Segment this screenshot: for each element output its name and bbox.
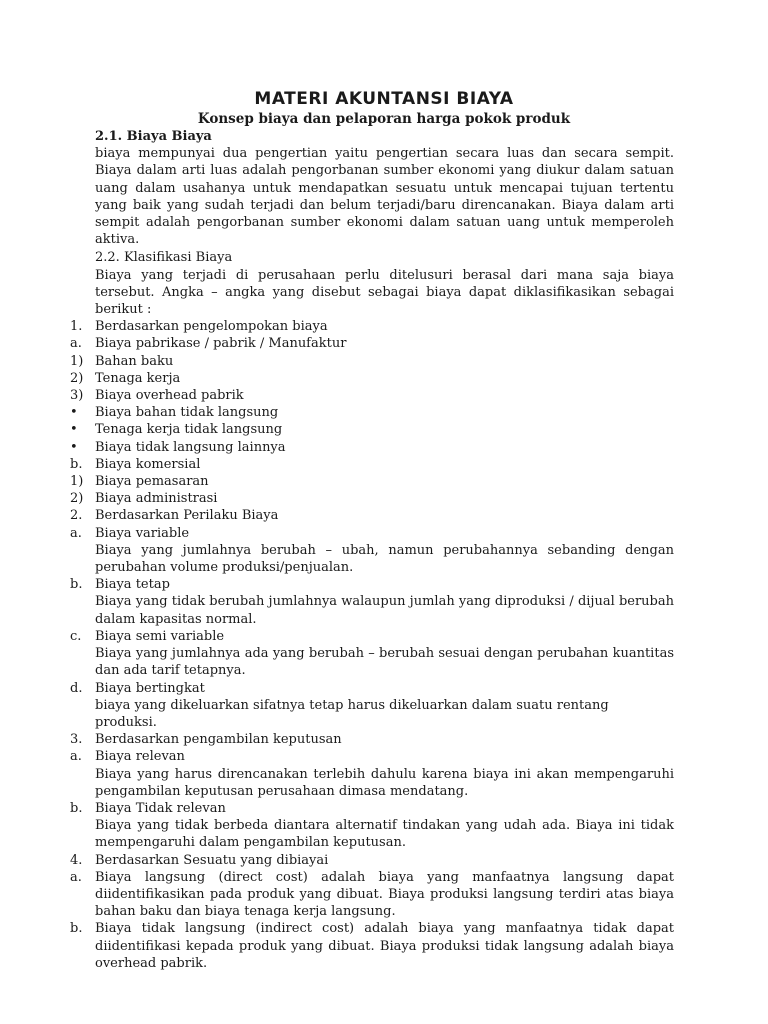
list-item <box>70 645 674 679</box>
document-body <box>70 128 674 972</box>
list-marker: b. <box>70 577 83 593</box>
list-item <box>70 507 674 524</box>
list-text: Biaya pabrikase / pabrik / Manufaktur <box>95 336 347 352</box>
list-text: Biaya komersial <box>95 456 201 472</box>
list-item <box>70 456 674 473</box>
list-text: Biaya yang harus direncanakan terlebih dahulu karena biaya ini akan mempengaruhi pengambilan keputusan perusahaan dimasa mendatang. <box>95 766 674 799</box>
list-text: Biaya overhead pabrik <box>95 388 244 404</box>
list-marker: 1) <box>70 474 84 490</box>
bullet-icon: • <box>70 439 78 455</box>
list-text: Berdasarkan pengambilan keputusan <box>95 732 342 748</box>
list-marker: 3) <box>70 388 84 404</box>
list-text: Biaya variable <box>95 525 190 541</box>
list-marker: a. <box>70 525 82 541</box>
section-paragraph-2-2: Biaya yang terjadi di perusahaan perlu ditelusuri berasal dari mana saja biaya tersebut. Angka – angka yang disebut sebagai biaya dapat diklasifikasikan sebagai berikut : <box>95 267 674 318</box>
list-text: Biaya tidak langsung lainnya <box>95 439 286 455</box>
document-title: MATERI AKUNTANSI BIAYA <box>254 89 514 109</box>
list-item <box>70 697 674 731</box>
list-marker: 2) <box>70 370 84 386</box>
list-item <box>70 421 674 438</box>
list-marker: a. <box>70 869 82 885</box>
list-text: Biaya relevan <box>95 749 185 765</box>
list-text: Biaya tetap <box>95 577 170 593</box>
list-item <box>70 404 674 421</box>
list-text: Biaya pemasaran <box>95 474 209 490</box>
list-item <box>70 852 674 869</box>
list-marker: b. <box>70 800 83 816</box>
list-item <box>70 766 674 800</box>
bullet-icon: • <box>70 422 78 438</box>
list-item <box>70 370 674 387</box>
list-item <box>70 387 674 404</box>
list-text: Biaya administrasi <box>95 491 218 507</box>
list-item <box>70 318 674 335</box>
list-marker: 1. <box>70 319 83 335</box>
list-text: Tenaga kerja <box>95 370 181 386</box>
list-item <box>70 869 674 921</box>
section-heading-2-2: 2.2. Klasifikasi Biaya <box>95 250 233 266</box>
list-item <box>70 680 674 697</box>
list-text: Biaya yang tidak berbeda diantara alternatif tindakan yang udah ada. Biaya ini tidak mempengaruhi dalam pengambilan keputusan. <box>95 818 674 851</box>
list-text: Tenaga kerja tidak langsung <box>95 422 283 438</box>
list-text: Berdasarkan pengelompokan biaya <box>95 319 328 335</box>
list-item <box>70 817 674 851</box>
section-heading-2-1: 2.1. Biaya Biaya <box>95 129 212 144</box>
list-item <box>70 439 674 456</box>
list-text: Berdasarkan Sesuatu yang dibiayai <box>95 852 329 868</box>
list-text: Biaya bertingkat <box>95 680 205 696</box>
list-text: Biaya yang jumlahnya berubah – ubah, namun perubahannya sebanding dengan perubahan volume produksi/penjualan. <box>95 542 674 576</box>
list-text: Biaya bahan tidak langsung <box>95 405 279 421</box>
list-marker: b. <box>70 921 83 937</box>
list-item <box>70 748 674 765</box>
list-marker: 3. <box>70 732 83 748</box>
list-item <box>70 920 674 972</box>
list-text: Biaya tidak langsung (indirect cost) adalah biaya yang manfaatnya tidak dapat diidentifikasi kepada produk yang dibuat. Biaya produksi tidak langsung adalah biaya overhead pabrik. <box>95 921 674 971</box>
list-marker: d. <box>70 680 83 696</box>
list-text: Bahan baku <box>95 353 174 369</box>
list-marker: a. <box>70 336 82 352</box>
list-item <box>70 593 674 627</box>
list-item <box>70 490 674 507</box>
list-item <box>70 628 674 645</box>
list-marker: 2) <box>70 491 84 507</box>
list-item <box>70 353 674 370</box>
list-text: Biaya semi variable <box>95 628 225 644</box>
list-marker: 1) <box>70 353 84 369</box>
list-marker: a. <box>70 749 82 765</box>
list-item <box>70 731 674 748</box>
list-item <box>70 800 674 817</box>
list-text: Biaya Tidak relevan <box>95 800 226 816</box>
list-text: Berdasarkan Perilaku Biaya <box>95 508 279 524</box>
list-item <box>70 335 674 352</box>
list-text: Biaya yang jumlahnya ada yang berubah – berubah sesuai dengan perubahan kuantitas dan ada tarif tetapnya. <box>95 646 674 679</box>
bullet-icon: • <box>70 405 78 421</box>
list-marker: 2. <box>70 508 83 524</box>
list-marker: b. <box>70 456 83 472</box>
list-item <box>70 576 674 593</box>
list-marker: 4. <box>70 852 83 868</box>
list-item <box>70 473 674 490</box>
list-marker: c. <box>70 628 82 644</box>
list-item <box>70 542 674 576</box>
list-text: Biaya langsung (direct cost) adalah biaya yang manfaatnya langsung dapat diidentifikasikan pada produk yang dibuat. Biaya produksi langsung terdiri atas biaya bahan baku dan biaya tenaga kerja langsung. <box>95 869 674 920</box>
document-subtitle: Konsep biaya dan pelaporan harga pokok produk <box>197 111 571 127</box>
section-paragraph-2-1: biaya mempunyai dua pengertian yaitu pengertian secara luas dan secara sempit. Biaya dalam arti luas adalah pengorbanan sumber ekonomi yang diukur dalam satuan uang dalam usahanya untuk mendapatkan sesuatu untuk mencapai tujuan tertentu yang baik yang sudah terjadi dan belum terjadi/baru direncanakan. Biaya dalam arti sempit adalah pengorbanan sumber ekonomi dalam satuan uang untuk memperoleh aktiva. <box>95 146 674 248</box>
list-item <box>70 525 674 542</box>
list-text: Biaya yang tidak berubah jumlahnya walaupun jumlah yang diproduksi / dijual berubah dalam kapasitas normal. <box>95 594 674 627</box>
list-text: biaya yang dikeluarkan sifatnya tetap harus dikeluarkan dalam suatu rentang produksi. <box>95 697 609 730</box>
